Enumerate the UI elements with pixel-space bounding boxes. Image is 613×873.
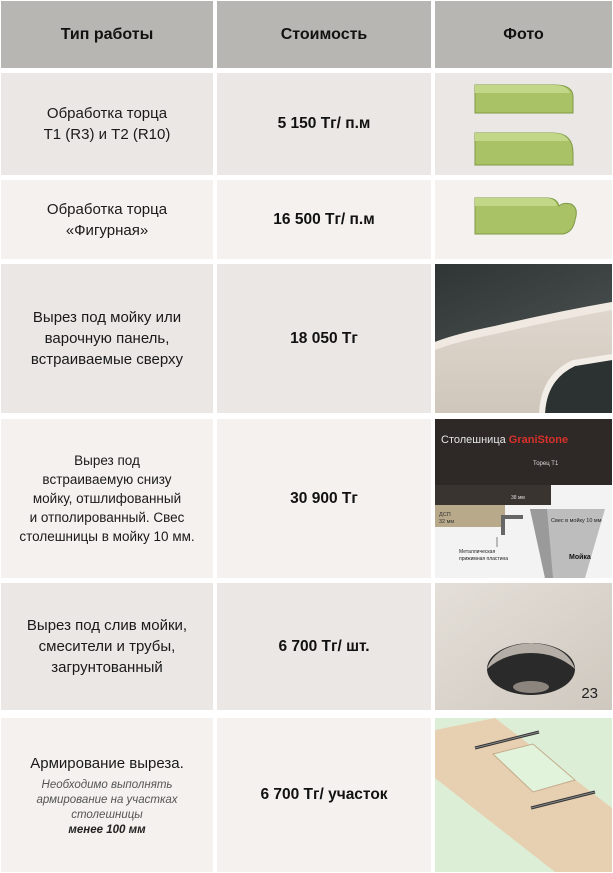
diagram-label-plate-line2: прижимная пластина (459, 556, 509, 562)
edge-profile-t1 (475, 85, 573, 113)
row5-photo (435, 583, 612, 710)
top-mount-sink-cutout-image (435, 264, 612, 413)
diagram-label-dsp-line2: 32 мм (439, 519, 455, 525)
row6-price (217, 718, 431, 872)
header-photo (435, 1, 612, 68)
row3-photo (435, 264, 612, 413)
row3-price (217, 264, 431, 413)
row4-price-value: 30 900 Тг (290, 489, 358, 507)
row4-type (1, 419, 213, 578)
row1-price-value: 5 150 Тг/ п.м (277, 115, 371, 132)
diagram-label-plate-line1: Металлическая (459, 549, 496, 555)
row3-type-line2: варочную панель, (44, 330, 170, 347)
row1-photo (435, 73, 612, 175)
row4-type-line4: и отполированный. Свес (29, 510, 185, 525)
row3-type-line3: встраиваемые сверху (30, 351, 184, 368)
header-photo-label: Фото (503, 25, 544, 43)
cutout-reinforcement-image (435, 718, 612, 872)
row1-type-line2: Т1 (R3) и Т2 (R10) (43, 126, 171, 143)
diagram-title: Столешница GraniStone (441, 434, 569, 446)
header-type-label: Тип работы (60, 25, 154, 43)
undermount-sink-diagram-image (435, 419, 612, 578)
row5-type (1, 583, 213, 710)
diagram-label-overhang: Свес в мойку 10 мм (551, 518, 602, 524)
row6-type (1, 718, 213, 872)
diagram-label-edge: Торец Т1 (533, 461, 559, 467)
diagram-label-sink: Мойка (569, 554, 591, 561)
diagram-label-dsp-line1: ДСП (439, 512, 451, 518)
row4-type-line2: встраиваемую снизу (42, 472, 172, 487)
row3-type (1, 264, 213, 413)
row2-type (1, 180, 213, 259)
row2-type-line1: Обработка торца (46, 200, 168, 218)
row4-type-line1: Вырез под (74, 453, 140, 468)
row6-note-line3: столешницы (71, 808, 143, 821)
row6-note-line2: армирование на участках (36, 793, 178, 806)
row1-type-line1: Обработка торца (46, 105, 168, 122)
row5-type-line2: смесители и трубы, (38, 638, 176, 655)
row4-price (217, 419, 431, 578)
row5-price-value: 6 700 Тг/ шт. (278, 637, 370, 655)
edge-profile-figured-image (435, 180, 612, 259)
diagram-label-38mm: 38 мм (511, 495, 525, 501)
row6-note-line1: Необходимо выполнять (41, 778, 173, 791)
header-price (217, 1, 431, 68)
row4-type-line5: столешницы в мойку 10 мм. (19, 529, 195, 544)
header-type (1, 1, 213, 68)
header-price-label: Стоимость (280, 25, 368, 43)
row2-photo (435, 180, 612, 259)
edge-profile-t1-t2-image (435, 73, 612, 175)
row6-note (36, 778, 177, 838)
row3-type-line1: Вырез под мойку или (32, 309, 182, 326)
row3-price-value: 18 050 Тг (290, 329, 358, 347)
row6-photo (435, 718, 612, 872)
row5-type-line3: загрунтованный (51, 659, 163, 676)
edge-profile-t2 (475, 133, 573, 165)
row2-type-line2: «Фигурная» (65, 221, 149, 239)
row2-price-value: 16 500 Тг/ п.м (273, 210, 375, 228)
row6-price-value: 6 700 Тг/ участок (260, 786, 388, 803)
page-number: 23 (581, 685, 598, 702)
row1-type (1, 73, 213, 175)
row4-photo (435, 419, 612, 578)
row5-type-line1: Вырез под слив мойки, (26, 617, 188, 634)
row5-price (217, 583, 431, 710)
row4-type-line3: мойку, отшлифованный (32, 491, 182, 506)
row6-type-line1: Армирование выреза. (30, 754, 184, 772)
row1-price (217, 73, 431, 175)
row2-price (217, 180, 431, 259)
row6-note-bold: менее 100 мм (68, 823, 146, 836)
